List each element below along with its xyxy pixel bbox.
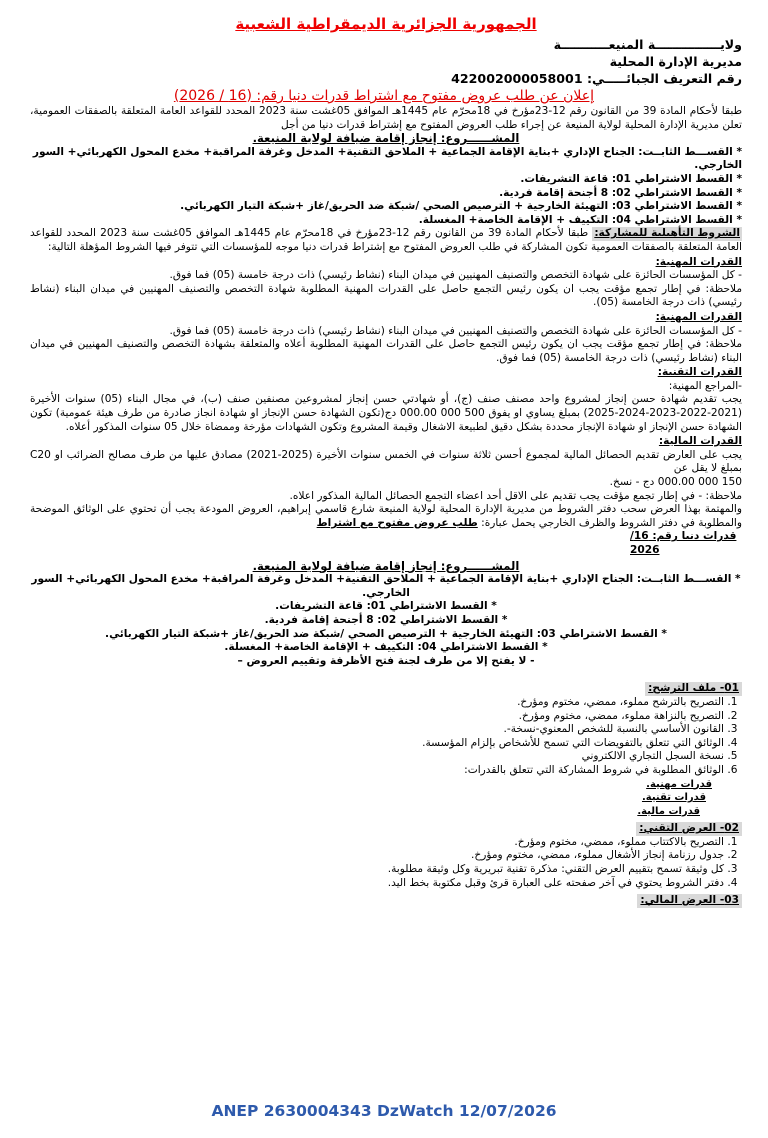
professional-capacity-note: ملاحظة: في إطار تجمع مؤقت يجب ان يكون رئيس التجمع حاصل على القدرات المهنية المطلوبة شهادة التخصص والتصنيف المهنيين في ميدان البناء (نشاط رئيسي) ذات درجة الخامسة (05). xyxy=(30,282,742,309)
list-item: 2. التصريح بالنزاهة مملوء، ممضي، مختوم ومؤرخ. xyxy=(30,710,724,724)
list-item: 4. الوثائق التي تتعلق بالتفويضات التي تسمح للأشخاص بإلزام المؤسسة. xyxy=(30,737,724,751)
professional-capacity-title: القدرات المهنية: xyxy=(655,255,742,268)
financial-capacity-text: يجب على العارض تقديم الحصائل المالية لمجموع أحسن ثلاثة سنوات في الخمس سنوات الأخيرة (2025-2021) مصادق عليها من طرف مصالح الضرائب او C20 بمبلغ لا يقل عن xyxy=(30,448,743,475)
lot-line: * القسط الاشتراطي 04: التكييف + الإقامة الخاصة+ المغسلة. xyxy=(418,213,742,226)
list-item: 3. كل وثيقة تسمح بتقييم العرض التقني: مذكرة تقنية تبريرية وكل وثيقة مطلوبة. xyxy=(30,863,724,877)
technical-offer-title: 02- العرض التقني: xyxy=(636,822,742,836)
technical-capacity-text: يجب تقديم شهادة حسن إنجاز لمشروع واحد مصنف صنف (ج)، أو شهادتي حسن إنجاز لمشروعين مصنفين صنف (ب)، في مجال البناء (05) سنوات الأخيرة (2021-2022-2023-2024-2025) بمبلغ يساوي او يفوق 500 000 000.00 دج(تكون الشهادة حسن الإنجاز او شهادة انجاز صادرة من طرف هيئة عمومية) تكون الشهادة حسن الإنجاز او شهادة الإنجاز محددة بشكل دقيق لطبيعة الاشغال وقيمة المشروع وتكون الشهادات مؤرخة وممضاة خلال 05 سنوات المذكور أعلاه. xyxy=(30,393,742,433)
capacity-sub-item: قدرات تقنية. xyxy=(641,792,706,804)
professional-capacity-title-2: القدرات المهنية: xyxy=(655,310,742,323)
fiscal-id-line: رقم التعريف الجبائـــــي: 422002000058001 xyxy=(451,71,742,86)
candidature-file xyxy=(30,682,742,818)
withdrawal-paragraph xyxy=(30,503,742,530)
eligibility-text: طبقا لأحكام المادة 39 من القانون رقم 12-23مؤرخ في 18محرّم عام 1445هـ الموافق 05غشت سنة 2023 المحدد للقواعد العامة المتعلقة بالصفقات العمومية تكون المشاركة في طلب العروض المفتوح مع إشتراط قدرات دنيا موجه للمؤسسات التي تتوفر فيها الشروط المؤهلة التالية: xyxy=(30,227,742,253)
wilaya-line: ولايـــــــــــــــة المنيعـــــــــــة xyxy=(553,37,742,52)
envelope-lot-line: * القسط الاشتراطي 04: التكييف + الإقامة الخاصة+ المغسلة. xyxy=(224,641,548,654)
envelope-lot-line: * القســـط الثابــت: الجناح الإداري +بناية الإقامة الجماعية + الملاحق التقنية+ المدخل وغرفة المراقبة+ مخدع المحول الكهربائي+ السور الخارجي. xyxy=(31,573,741,599)
list-item: 4. دفتر الشروط يحتوي في آخر صفحته على العبارة قرئ وقبل مكتوبة بخط اليد. xyxy=(30,877,724,891)
financial-offer-title: 03- العرض المالي: xyxy=(637,894,742,908)
lot-line: * القسط الاشتراطي 02: 8 أجنحة إقامة فردية. xyxy=(499,186,742,199)
financial-amount: 150 000 000.00 دج - نسخ. xyxy=(609,476,742,489)
eligibility-label: الشروط التأهيلية للمشاركة: xyxy=(594,227,740,240)
envelope-warning: - لا يفتح إلا من طرف لجنة فتح الأظرفة وتقييم العروض – xyxy=(237,654,535,667)
list-item: 1. التصريح بالاكتتاب مملوء، ممضي، مختوم ومؤرخ. xyxy=(30,836,724,850)
lot-line: * القســـط الثابــت: الجناح الإداري +بناية الإقامة الجماعية + الملاحق التقنية+ المدخل وغرفة المراقبة+ مخدع المحول الكهربائي+ السور الخارجي. xyxy=(32,145,742,172)
technical-capacity-title: القدرات التقنية: xyxy=(657,366,742,379)
envelope-lot-line: * القسط الاشتراطي 01: قاعة التشريفات. xyxy=(275,600,497,613)
announcement-title: إعلان عن طلب عروض مفتوح مع اشتراط قدرات دنيا رقم: (16 / 2026) xyxy=(173,88,594,104)
project-title: المشــــــروع: إنجاز إقامة ضيافة لولاية المنيعة. xyxy=(252,131,520,146)
envelope-label-1: طلب عروض مفتوح مع اشتراط xyxy=(316,516,478,529)
envelope-label-2: قدرات دنيا رقم: 16/ 2026 xyxy=(630,530,737,556)
list-item: 6. الوثائق المطلوبة في شروط المشاركة التي تتعلق بالقدرات: xyxy=(30,764,724,778)
financial-capacity-title: القدرات المالية: xyxy=(658,435,742,448)
professional-capacity-line-2: - كل المؤسسات الحائزة على شهادة التخصص والتصنيف المهنيين في ميدان البناء (نشاط رئيسي) ذات درجة خامسة (05) فما فوق. xyxy=(169,324,742,337)
republic-title: الجمهورية الجزائرية الديمقراطية الشعبية xyxy=(235,15,537,33)
directorate-line: مديرية الإدارة المحلية xyxy=(609,54,742,69)
lot-line: * القسط الاشتراطي 03: التهيئة الخارجية + الترصيص الصحي /شبكة ضد الحريق/غاز +شبكة التيار الكهربائي. xyxy=(180,200,742,213)
lot-line: * القسط الاشتراطي 01: قاعة التشريفات. xyxy=(520,172,742,185)
professional-references-label: -المراجع المهنية: xyxy=(668,379,742,392)
capacity-sub-item: قدرات مالية. xyxy=(637,805,700,817)
professional-capacity-line: - كل المؤسسات الحائزة على شهادة التخصص والتصنيف المهنيين في ميدان البناء (نشاط رئيسي) ذات درجة خامسة (05) فما فوق. xyxy=(169,269,742,282)
list-item: 2. جدول رزنامة إنجاز الأشغال مملوء، ممضي، مختوم ومؤرخ. xyxy=(30,849,724,863)
list-item: 1. التصريح بالترشح مملوء، ممضي، مختوم ومؤرخ. xyxy=(30,696,724,710)
technical-offer xyxy=(30,822,742,890)
financial-note: ملاحظة: - في إطار تجمع مؤقت يجب تقديم على الاقل أحد اعضاء التجمع الحصائل المالية المذكور اعلاه. xyxy=(289,489,742,502)
capacity-sub-item: قدرات مهنية. xyxy=(646,778,712,790)
eligibility-paragraph xyxy=(30,227,742,254)
list-item: 3. القانون الأساسي بالنسبة للشخص المعنوي-نسخة-. xyxy=(30,723,724,737)
withdrawal-text: والمهتمة بهذا العرض سحب دفتر الشروط من مديرية الإدارة المحلية لولاية المنيعة شارع قاسمي إبراهيم، العروض المودعة يجب أن تحتوي على الوثائق الموضحة والمطلوبة في دفتر الشروط والظرف الخارجي يحمل عبارة: xyxy=(30,503,742,529)
envelope-lot-line: * القسط الاشتراطي 03: التهيئة الخارجية + الترصيص الصحي /شبكة ضد الحريق/غاز +شبكة التيار الكهربائي. xyxy=(105,627,667,640)
announcement-document xyxy=(30,14,742,908)
professional-capacity-note-2: ملاحظة: في إطار تجمع مؤقت يجب ان يكون رئيس التجمع حاصل على القدرات المهنية المطلوبة أعلاه والمتعلقة بشهادة التخصص والتصنيف المهنيين في ميدان البناء (نشاط رئيسي) ذات درجة الخامسة (05) فما فوق. xyxy=(30,338,742,364)
envelope-block xyxy=(30,560,742,669)
envelope-project-title: المشــــــروع: إنجاز إقامة ضيافة لولاية المنيعة. xyxy=(252,558,520,573)
candidature-file-title: 01- ملف الترشح: xyxy=(645,682,742,696)
envelope-lot-line: * القسط الاشتراطي 02: 8 أجنحة إقامة فردية. xyxy=(264,613,508,626)
footer-reference: ANEP 2630004343 DzWatch 12/07/2026 xyxy=(211,1102,557,1120)
intro-paragraph: طبقا لأحكام المادة 39 من القانون رقم 12-23مؤرخ في 18محرّم عام 1445هـ الموافق 05غشت سنة 2023 المحدد للقواعد العامة المتعلقة بالصفقات العمومية، تعلن مديرية الإدارة المحلية لولاية المنيعة عن إجراء طلب العروض المفتوح مع إشتراط قدرات دنيا من أجل xyxy=(30,105,742,131)
list-item: 5. نسخة السجل التجاري الالكتروني xyxy=(30,750,724,764)
